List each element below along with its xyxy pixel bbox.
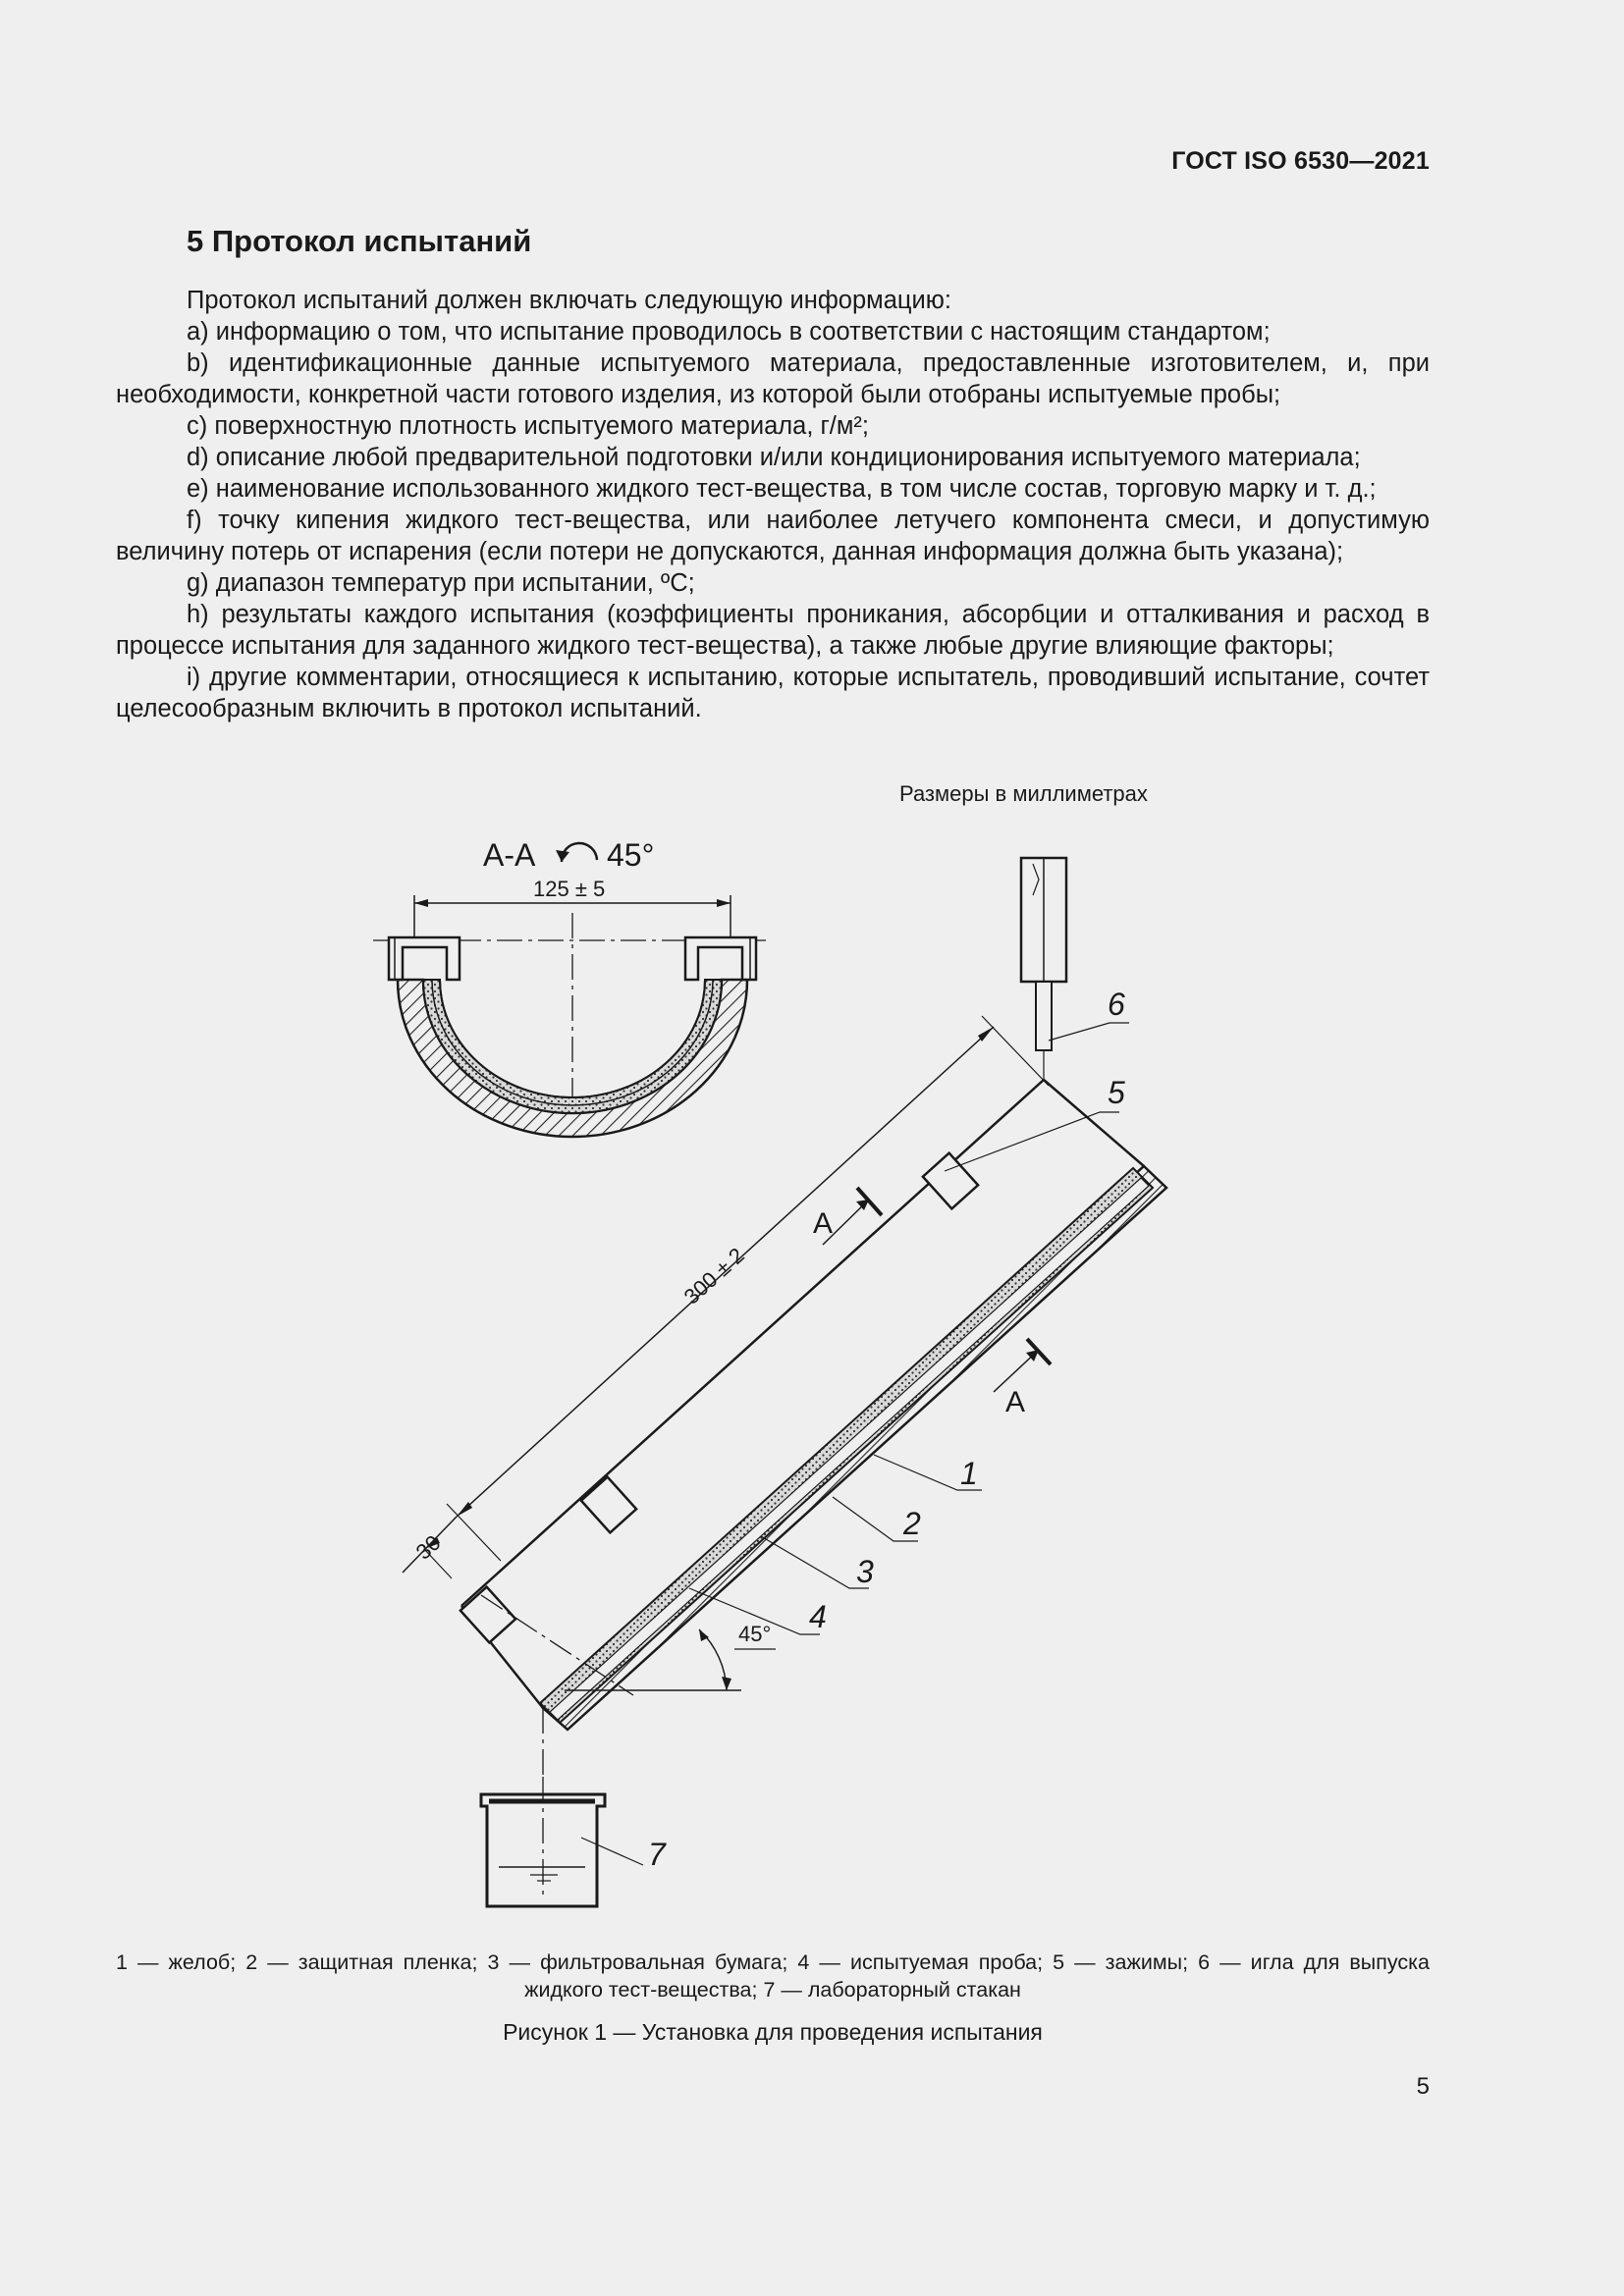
width-dimension: 125 ± 5 xyxy=(533,877,606,901)
length-dim-text: 300 ± 2 xyxy=(678,1243,749,1309)
section-title: 5 Протокол испытаний xyxy=(187,224,532,258)
callout-2: 2 xyxy=(903,1506,921,1541)
intro-paragraph: Протокол испытаний должен включать следующую информацию: xyxy=(187,287,951,314)
figure-caption: Рисунок 1 — Установка для проведения испытания xyxy=(503,2019,1043,2045)
figure-drawing xyxy=(0,805,1624,1924)
section-angle: 45° xyxy=(607,837,655,873)
list-item-d: d) описание любой предварительной подготовки и/или кондиционирования испытуемого материала; xyxy=(187,444,1361,471)
document-code: ГОСТ ISO 6530—2021 xyxy=(1171,147,1430,175)
list-item-e: e) наименование использованного жидкого тест-вещества, в том числе состав, торговую марку и т. д.; xyxy=(187,475,1377,503)
list-item-c: c) поверхностную плотность испытуемого материала, г/м²; xyxy=(187,412,869,440)
figure-svg xyxy=(0,805,1624,1924)
section-mark-upper: А xyxy=(813,1207,834,1240)
beaker xyxy=(481,1777,643,1906)
page-number: 5 xyxy=(1416,2073,1430,2100)
callout-5: 5 xyxy=(1108,1075,1125,1110)
section-mark-lower: А xyxy=(1005,1386,1026,1418)
section-view xyxy=(373,837,766,1137)
list-item-f: f) точку кипения жидкого тест-вещества, или наиболее летучего компонента смеси, и допустимую величину потерь от испарения (если потери не допускаются, данная информация должна быть указана); xyxy=(116,507,1430,565)
offset-dim-text: 30 xyxy=(410,1529,446,1565)
legend-line-1: 1 — желоб; 2 — защитная пленка; 3 — фильтровальная бумага; 4 — испытуемая проба; 5 — зажимы; 6 — игла для выпуска xyxy=(116,1950,1430,1974)
body-text xyxy=(116,285,1430,724)
inclined-trough xyxy=(460,1080,1166,1777)
list-item-a: a) информацию о том, что испытание проводилось в соответствии с настоящим стандартом; xyxy=(187,318,1271,346)
list-item-h: h) результаты каждого испытания (коэффициенты проникания, абсорбции и отталкивания и расход в процессе испытания для заданного жидкого тест-вещества), а также любые другие влияющие факторы; xyxy=(116,601,1430,660)
callout-6: 6 xyxy=(1108,987,1125,1022)
list-item-i: i) другие комментарии, относящиеся к испытанию, которые испытатель, проводивший испытание, сочтет целесообразным включить в протокол испытаний. xyxy=(116,664,1430,722)
callout-4: 4 xyxy=(809,1599,827,1634)
callout-7: 7 xyxy=(648,1837,666,1872)
section-label: А-А xyxy=(483,837,536,873)
needle xyxy=(1021,858,1066,1080)
list-item-b: b) идентификационные данные испытуемого материала, предоставленные изготовителем, и, при необходимости, конкретной части готового изделия, из которой были отобраны испытуемые пробы; xyxy=(116,349,1430,408)
legend-line-2: жидкого тест-вещества; 7 — лабораторный стакан xyxy=(524,1978,1021,2002)
list-item-g: g) диапазон температур при испытании, ºC; xyxy=(187,569,695,597)
callout-3: 3 xyxy=(856,1554,874,1589)
callout-1: 1 xyxy=(960,1456,978,1491)
units-note: Размеры в миллиметрах xyxy=(899,781,1148,806)
figure-legend xyxy=(116,1949,1430,2003)
angle-label: 45° xyxy=(738,1622,772,1646)
